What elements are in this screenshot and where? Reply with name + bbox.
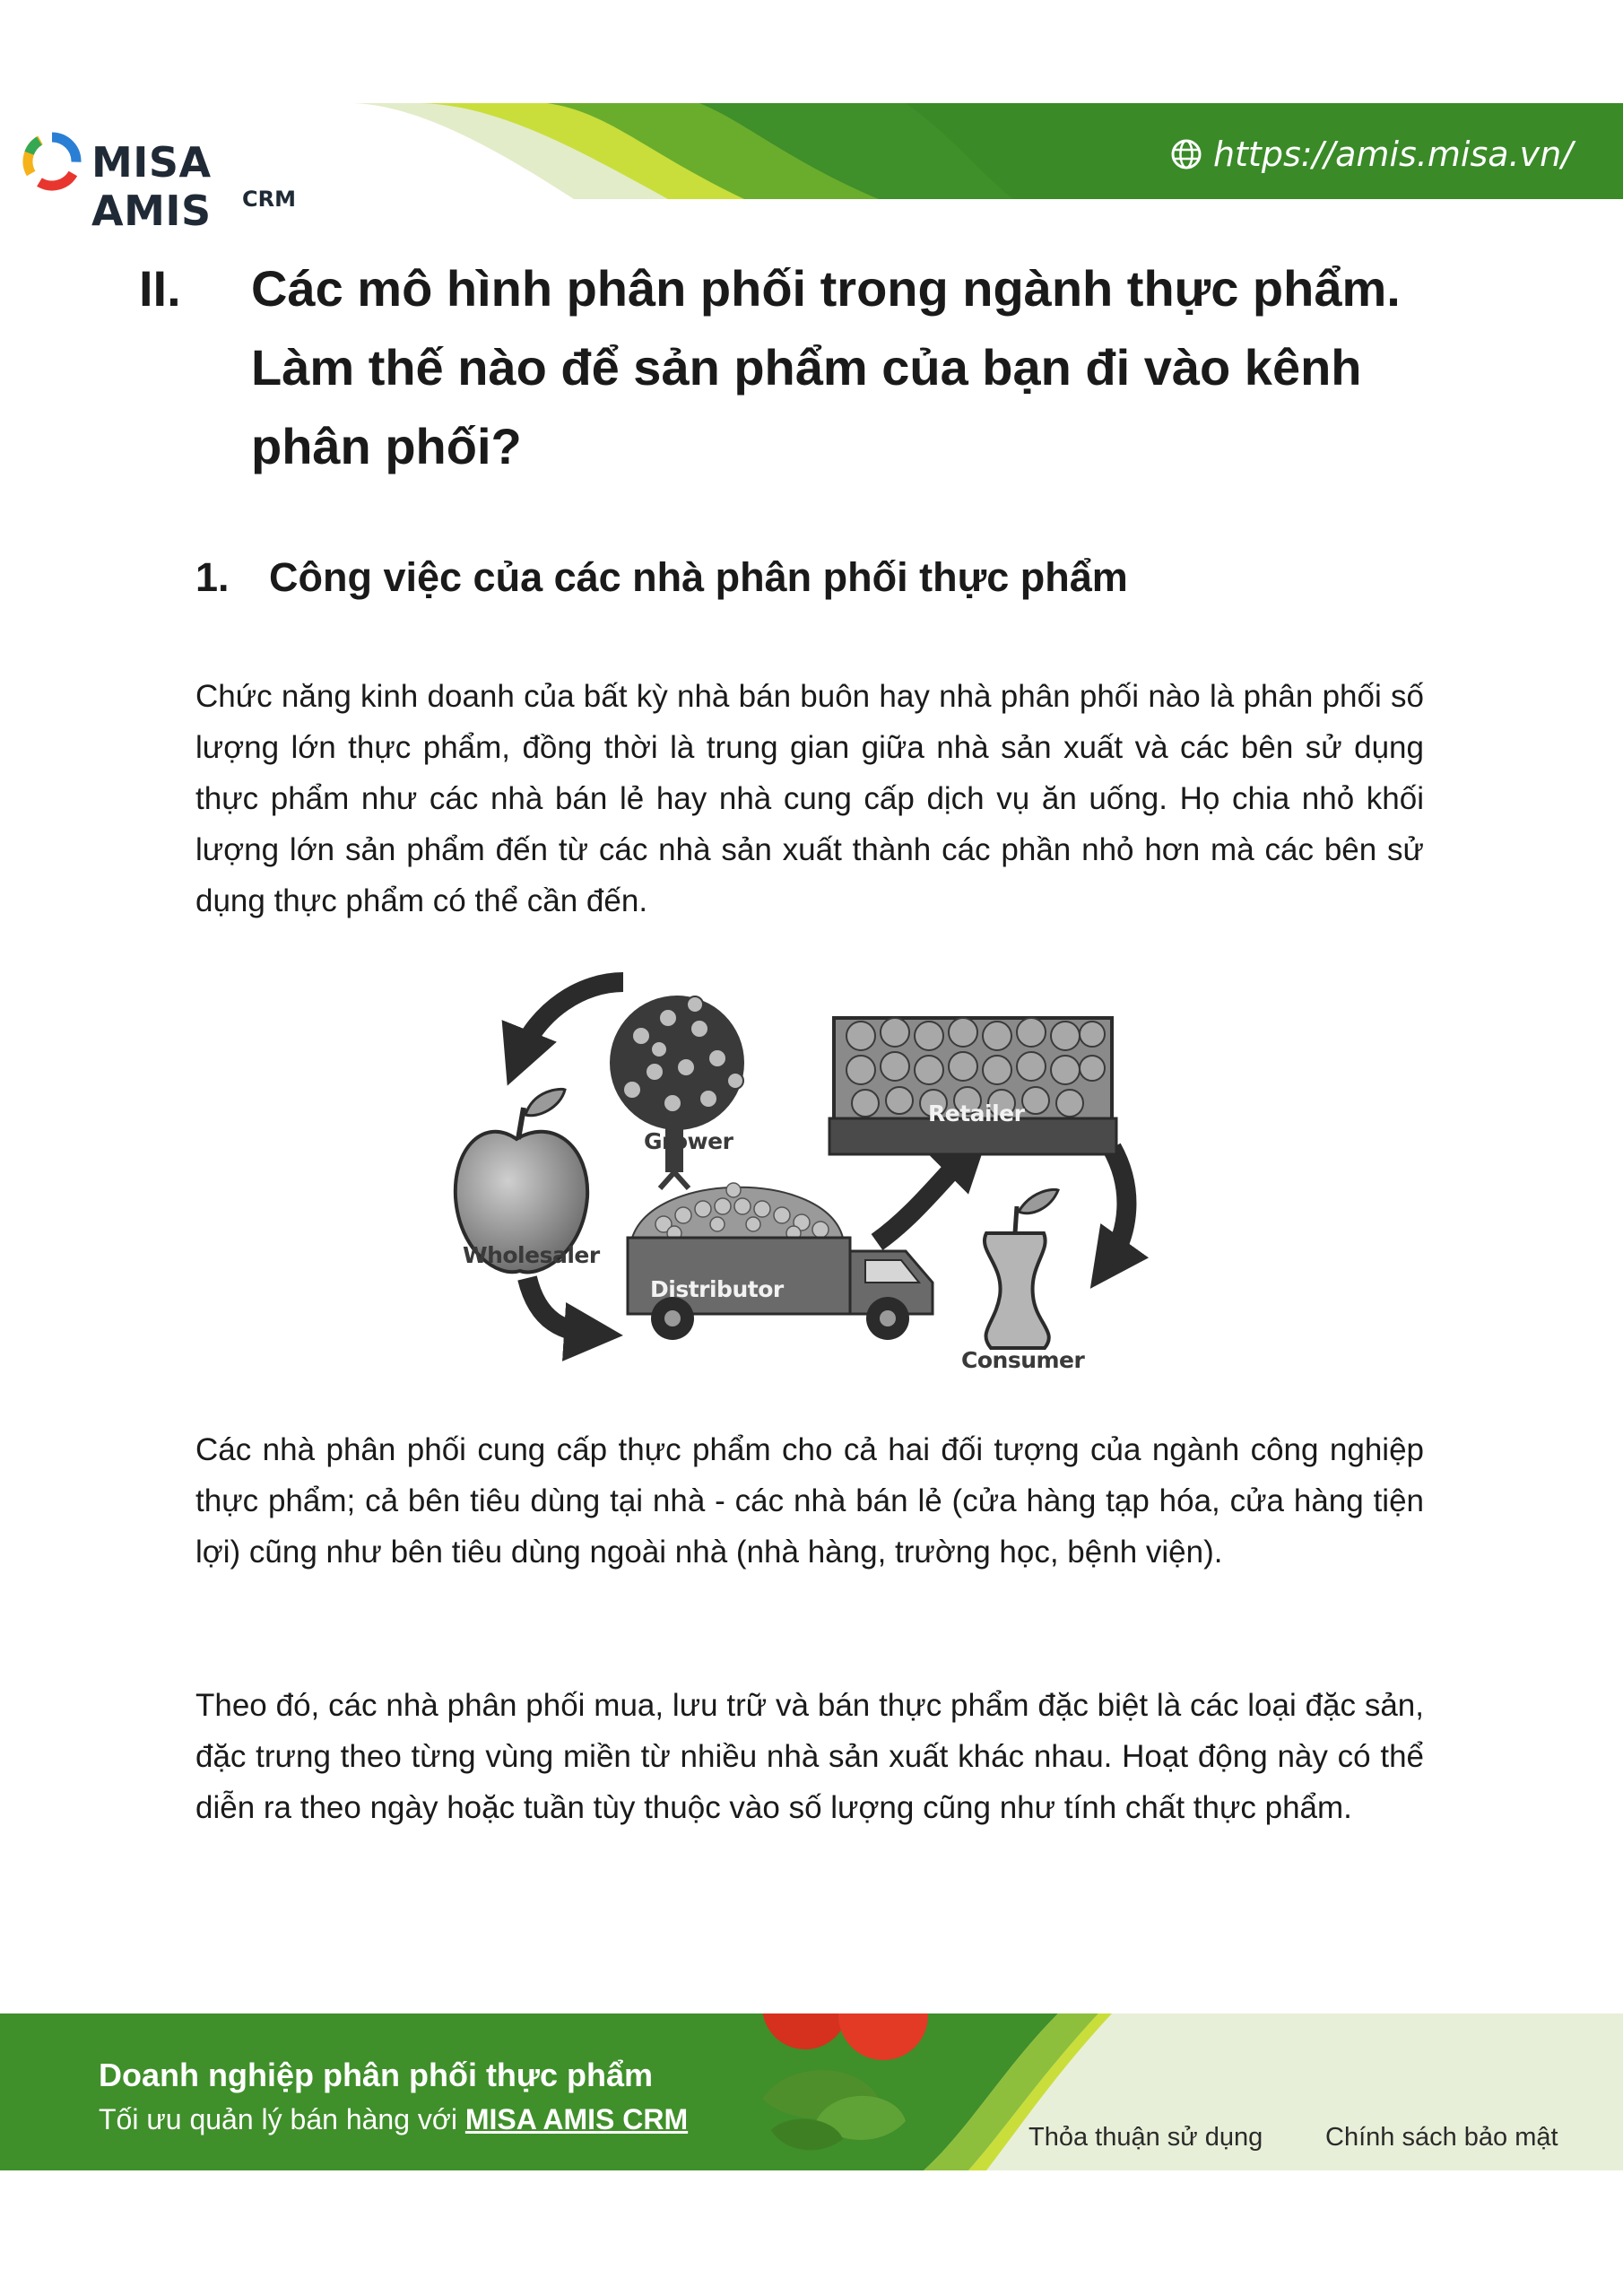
subsection-heading <box>195 549 1128 606</box>
misa-amis-logo[interactable] <box>22 126 344 235</box>
website-link[interactable] <box>1170 135 1573 174</box>
logo-name: MISA AMIS <box>91 138 212 235</box>
page-header <box>0 0 1623 235</box>
terms-of-use-link[interactable]: Thỏa thuận sử dụng <box>1028 2123 1263 2152</box>
website-url: https://amis.misa.vn/ <box>1212 135 1573 174</box>
label-retailer: Retailer <box>928 1100 1025 1126</box>
logo-sub: CRM <box>242 187 296 212</box>
privacy-policy-link[interactable]: Chính sách bảo mật <box>1325 2123 1558 2152</box>
subsection-number: 1. <box>195 554 230 600</box>
misa-logo-icon <box>22 131 82 192</box>
subsection-title: Công việc của các nhà phân phối thực phẩm <box>269 554 1128 600</box>
section-number: II. <box>139 260 181 317</box>
paragraph-3: Theo đó, các nhà phân phối mua, lưu trữ và bán thực phẩm đặc biệt là các loại đặc sản, đặc trưng theo từng vùng miền từ nhiều nhà sản xuất khác nhau. Hoạt động này có thể diễn ra theo ngày hoặc tuần tùy thuộc vào số lượng cũng như tính chất thực phẩm. <box>195 1688 1424 1825</box>
globe-icon <box>1170 138 1202 170</box>
distribution-illustration <box>448 955 1166 1386</box>
paragraph-1: Chức năng kinh doanh của bất kỳ nhà bán buôn hay nhà phân phối nào là phân phối số lượng lớn thực phẩm, đồng thời là trung gian giữa nhà sản xuất và các bên sử dụng thực phẩm như các nhà bán lẻ hay nhà cung cấp dịch vụ ăn uống. Họ chia nhỏ khối lượng lớn sản phẩm đến từ các nhà sản xuất thành các phần nhỏ hơn mà các bên sử dụng thực phẩm có thể cần đến. <box>195 679 1424 918</box>
footer-title: Doanh nghiệp phân phối thực phẩm <box>99 2057 654 2093</box>
label-wholesaler: Wholesaler <box>463 1242 600 1268</box>
page-footer <box>0 2013 1623 2206</box>
label-grower: Grower <box>644 1128 733 1154</box>
paragraph-2: Các nhà phân phối cung cấp thực phẩm cho cả hai đối tượng của ngành công nghiệp thực phẩm; cả bên tiêu dùng tại nhà - các nhà bán lẻ (cửa hàng tạp hóa, cửa hàng tiện lợi) cũng như bên tiêu dùng ngoài nhà (nhà hàng, trường học, bệnh viện). <box>195 1432 1424 1570</box>
footer-subtitle <box>99 2103 688 2136</box>
section-title: Các mô hình phân phối trong ngành thực phẩm. Làm thế nào để sản phẩm của bạn đi vào kênh phân phối? <box>251 260 1401 474</box>
footer-subtitle-prefix: Tối ưu quản lý bán hàng với <box>99 2103 457 2135</box>
label-distributor: Distributor <box>650 1276 784 1302</box>
label-consumer: Consumer <box>961 1347 1085 1373</box>
misa-amis-crm-link[interactable]: MISA AMIS CRM <box>464 2103 689 2135</box>
distribution-cycle-drawing <box>448 955 1166 1386</box>
